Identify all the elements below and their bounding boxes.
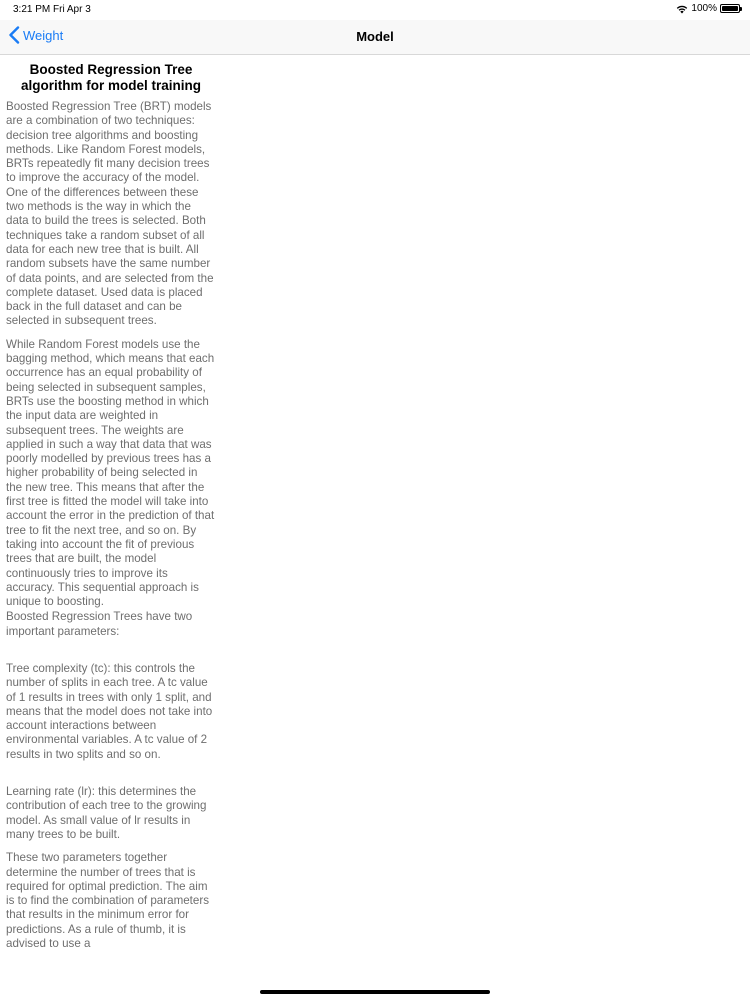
battery-percent: 100% bbox=[691, 3, 717, 14]
article-paragraph: Tree complexity (tc): this controls the number of splits in each tree. A tc value of 1 results in trees with only 1 split, and means that the model does not take into account interactions between environmental variables. A tc value of 2 results in two splits and so on. bbox=[6, 661, 213, 761]
page-title: Model bbox=[356, 29, 394, 44]
article-paragraph: While Random Forest models use the bagging method, which means that each occurrence has an equal probability of being selected in subsequent samples, BRTs use the boosting method in which the input data are weighted in subsequent trees. The weights are applied in such a way that data that was poorly modelled by previous trees has a higher probability of being selected in the new tree. This means that after the first tree is fitted the model will take into account the error in the prediction of that tree to fit the next tree, and so on. By taking into account the fit of previous trees that are built, the model continuously tries to improve its accuracy. This sequential approach is unique to boosting. bbox=[6, 337, 215, 609]
status-indicators bbox=[676, 3, 740, 14]
article-title: Boosted Regression Tree algorithm for model training bbox=[20, 62, 201, 93]
status-bar bbox=[0, 0, 750, 20]
article-paragraph: These two parameters together determine the number of trees that is required for optimal prediction. The aim is to find the combination of parameters that results in the minimum error for predictions. As a rule of thumb, it is advised to use a bbox=[6, 851, 209, 951]
article-paragraph: Boosted Regression Tree (BRT) models are a combination of two techniques: decision tree algorithms and boosting methods. Like Random Forest models, BRTs repeatedly fit many decision trees to improve the accuracy of the model. One of the differences between these two methods is the way in which the data to build the trees is selected. Both techniques take a random subset of all data for each new tree that is built. All random subsets have the same number of data points, and are selected from the complete dataset. Used data is placed back in the full dataset and can be selected in subsequent trees. bbox=[6, 100, 214, 328]
status-time: 3:21 PM bbox=[13, 4, 51, 15]
battery-icon bbox=[720, 4, 740, 13]
back-button-label: Weight bbox=[23, 27, 64, 43]
wifi-icon bbox=[676, 4, 688, 14]
article-paragraph: Boosted Regression Trees have two important parameters: bbox=[6, 610, 193, 638]
home-indicator[interactable] bbox=[260, 990, 490, 994]
article-content[interactable] bbox=[6, 62, 216, 1000]
article-paragraph: Learning rate (lr): this determines the contribution of each tree to the growing model. As small value of lr results in many trees to be built. bbox=[6, 785, 207, 841]
navigation-bar bbox=[0, 20, 750, 55]
status-date: Fri Apr 3 bbox=[53, 4, 91, 15]
